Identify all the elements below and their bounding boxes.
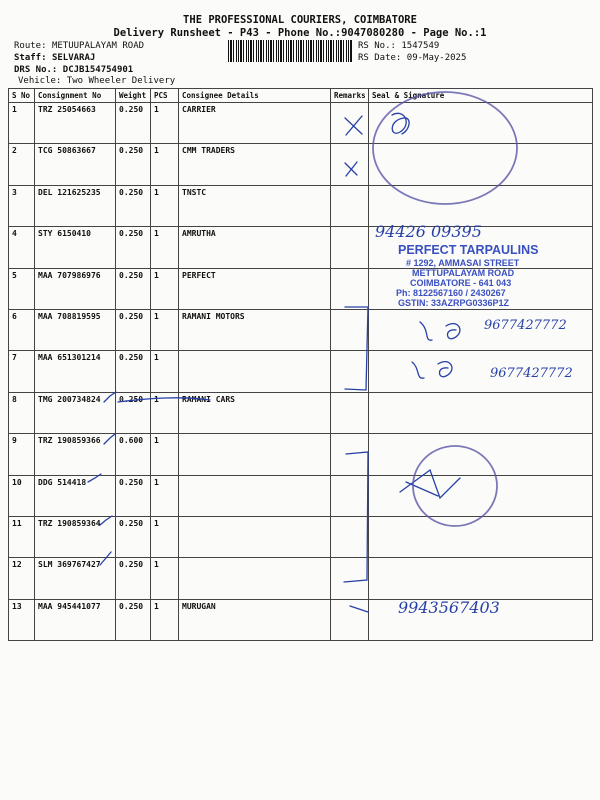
cell-pcs: 1: [151, 599, 179, 640]
cell-sno: 1: [9, 103, 35, 144]
rs-date-line: RS Date: 09-May-2025: [358, 53, 467, 63]
signature-scribble: [412, 362, 452, 379]
cell-sno: 13: [9, 599, 35, 640]
cell-weight: 0.250: [116, 351, 151, 392]
cell-sno: 4: [9, 227, 35, 268]
drs-line: DRS No.: DCJB154754901: [14, 65, 134, 75]
cell-consignee: CARRIER: [179, 103, 331, 144]
stamp-gstin: GSTIN: 33AZRPG0336P1Z: [398, 298, 510, 308]
col-weight: Weight: [116, 89, 151, 103]
cell-consignee: AMRUTHA: [179, 227, 331, 268]
cell-pcs: 1: [151, 558, 179, 599]
cell-consignment: TRZ 25054663: [35, 103, 116, 144]
handwritten-phone-row7: 9677427772: [490, 366, 573, 381]
cell-pcs: 1: [151, 434, 179, 475]
stamp-address-line1: # 1292, AMMASAI STREET: [406, 258, 520, 268]
cell-pcs: 1: [151, 185, 179, 226]
cell-consignee: TNSTC: [179, 185, 331, 226]
cell-sno: 5: [9, 268, 35, 309]
stamp-phone: Ph: 8122567160 / 2430267: [396, 288, 506, 298]
cell-consignment: TRZ 190859366: [35, 434, 116, 475]
cell-pcs: 1: [151, 268, 179, 309]
cell-consignee: PERFECT: [179, 268, 331, 309]
cell-sno: 2: [9, 144, 35, 185]
cell-pcs: 1: [151, 475, 179, 516]
cell-sno: 6: [9, 309, 35, 350]
cell-pcs: 1: [151, 351, 179, 392]
cell-consignment: SLM 369767427: [35, 558, 116, 599]
cell-weight: 0.250: [116, 309, 151, 350]
col-pcs: PCS: [151, 89, 179, 103]
cell-pcs: 1: [151, 309, 179, 350]
route-line: Route: METUUPALAYAM ROAD: [14, 41, 145, 51]
cell-consignment: MAA 945441077: [35, 599, 116, 640]
cell-weight: 0.250: [116, 392, 151, 433]
cell-sno: 12: [9, 558, 35, 599]
cell-pcs: 1: [151, 103, 179, 144]
round-seal: [413, 446, 497, 526]
cell-sno: 10: [9, 475, 35, 516]
rs-no-line: RS No.: 1547549: [358, 41, 440, 51]
handwritten-phone-row4: 94426 09395: [375, 222, 482, 241]
cell-weight: 0.250: [116, 599, 151, 640]
cell-weight: 0.250: [116, 516, 151, 557]
cell-consignee: MURUGAN: [179, 599, 331, 640]
cross-mark: [345, 162, 357, 176]
bracket-mark: [344, 452, 368, 582]
tick-mark: [100, 516, 112, 525]
cell-consignee: RAMANI MOTORS: [179, 309, 331, 350]
col-consignee: Consignee Details: [179, 89, 331, 103]
tick-mark: [88, 474, 101, 482]
stamp-address-line3: COIMBATORE - 641 043: [410, 278, 512, 288]
cell-weight: 0.250: [116, 144, 151, 185]
vehicle-line: Vehicle: Two Wheeler Delivery: [18, 76, 176, 86]
stamp-address-line2: METTUPALAYAM ROAD: [412, 268, 515, 278]
bracket-mark: [345, 307, 368, 390]
col-remarks: Remarks: [331, 89, 369, 103]
cell-sno: 11: [9, 516, 35, 557]
cell-weight: 0.250: [116, 103, 151, 144]
cell-sno: 9: [9, 434, 35, 475]
cell-weight: 0.600: [116, 434, 151, 475]
cell-sno: 8: [9, 392, 35, 433]
signature-scribble: [400, 470, 460, 498]
cell-consignment: TRZ 190859364: [35, 516, 116, 557]
tick-mark: [104, 392, 116, 402]
signature-scribble: [420, 322, 460, 340]
handwritten-phone-row6: 9677427772: [484, 318, 567, 333]
col-seal-signature: Seal & Signature: [369, 89, 593, 103]
cell-pcs: 1: [151, 227, 179, 268]
cell-pcs: 1: [151, 144, 179, 185]
cell-consignment: DDG 514418: [35, 475, 116, 516]
curve-mark: [118, 398, 210, 402]
cell-consignment: STY 6150410: [35, 227, 116, 268]
col-consignment: Consignment No: [35, 89, 116, 103]
cell-consignment: TMG 200734824: [35, 392, 116, 433]
stamp-company-name: PERFECT TARPAULINS: [398, 243, 539, 257]
cell-weight: 0.250: [116, 475, 151, 516]
cell-weight: 0.250: [116, 268, 151, 309]
cell-sno: 3: [9, 185, 35, 226]
company-stamp: [373, 92, 517, 204]
cross-mark: [350, 606, 368, 612]
cell-weight: 0.250: [116, 185, 151, 226]
cell-weight: 0.250: [116, 558, 151, 599]
signature-scribble: [392, 113, 409, 134]
tick-mark: [100, 552, 111, 565]
cell-consignment: TCG 50863667: [35, 144, 116, 185]
cell-sno: 7: [9, 351, 35, 392]
cell-consignment: MAA 708819595: [35, 309, 116, 350]
staff-line: Staff: SELVARAJ: [14, 53, 96, 63]
tick-mark: [104, 434, 115, 444]
runsheet-subtitle: Delivery Runsheet - P43 - Phone No.:9047080280 - Page No.:1: [113, 27, 487, 39]
cell-weight: 0.250: [116, 227, 151, 268]
cell-consignment: MAA 651301214: [35, 351, 116, 392]
cross-mark: [345, 116, 362, 135]
cell-pcs: 1: [151, 516, 179, 557]
col-sno: S No: [9, 89, 35, 103]
company-title: THE PROFESSIONAL COURIERS, COIMBATORE: [183, 14, 417, 26]
cell-consignment: DEL 121625235: [35, 185, 116, 226]
cell-consignee: CMM TRADERS: [179, 144, 331, 185]
cell-consignment: MAA 707986976: [35, 268, 116, 309]
handwritten-signature-row13: 9943567403: [398, 598, 500, 617]
cell-consignee: RAMANI CARS: [179, 392, 331, 433]
cell-pcs: 1: [151, 392, 179, 433]
